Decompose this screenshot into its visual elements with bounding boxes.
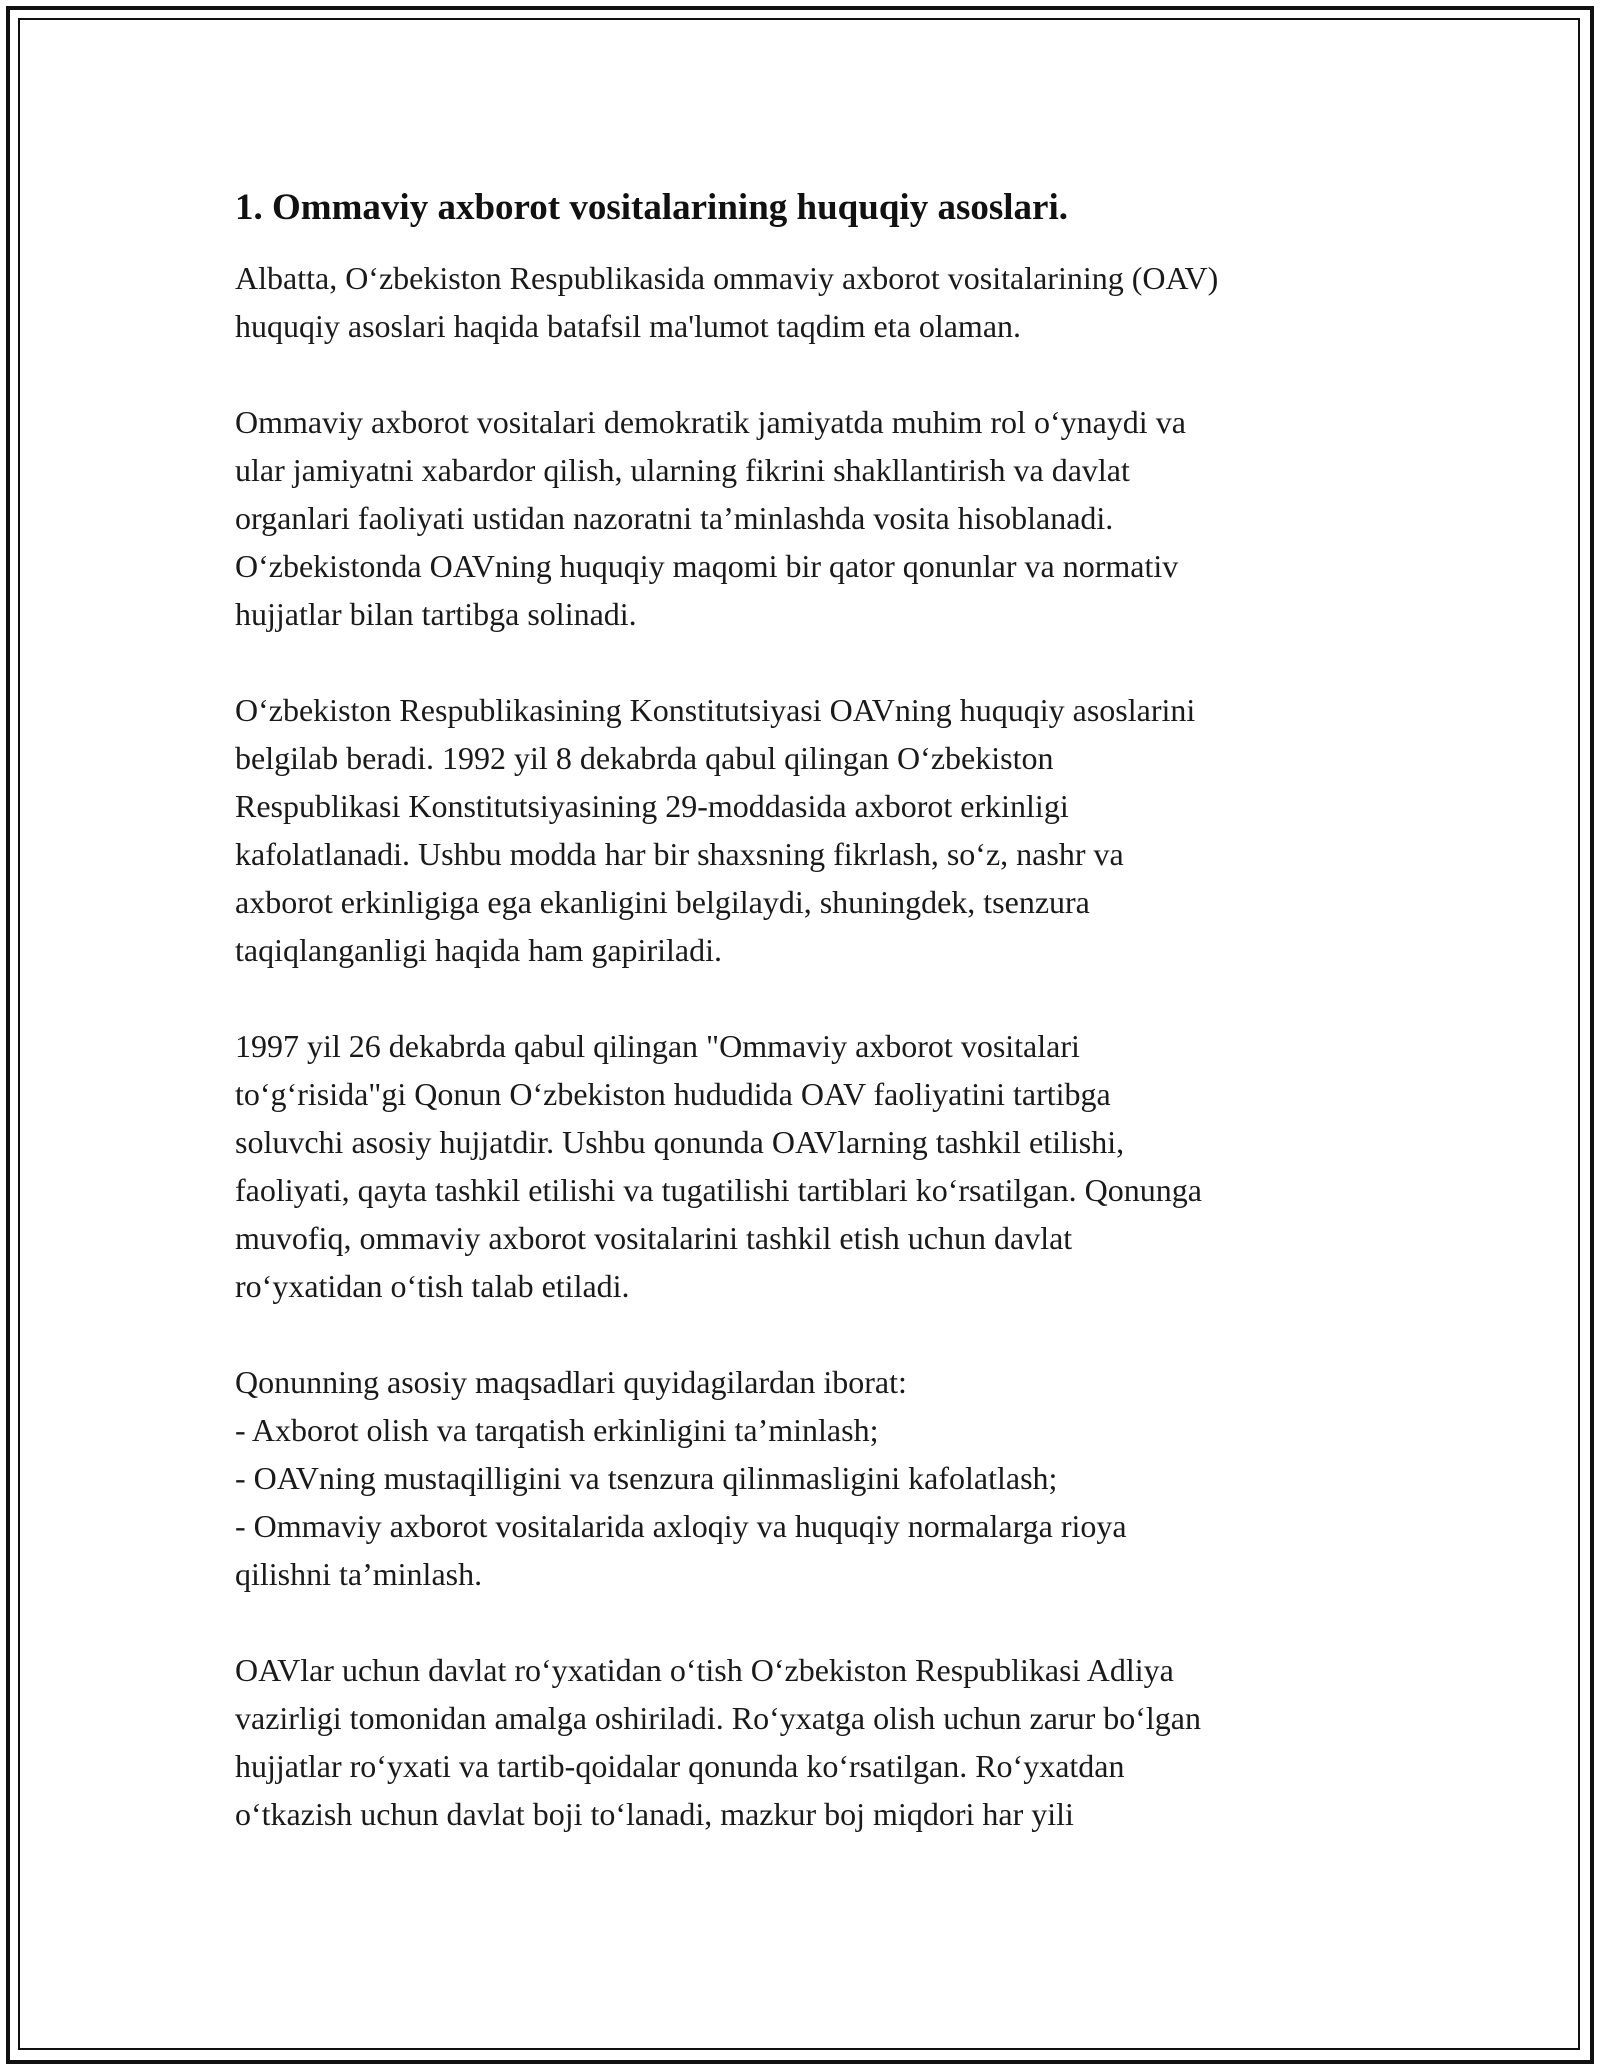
text-line: muvofiq, ommaviy axborot vositalarini tashkil etish uchun davlat: [235, 1220, 1073, 1257]
paragraph: [235, 1646, 1375, 1838]
text-line: taqiqlanganligi haqida ham gapiriladi.: [235, 932, 722, 969]
text-line: belgilab beradi. 1992 yil 8 dekabrda qabul qilingan O‘zbekiston: [235, 740, 1054, 777]
text-line: - Axborot olish va tarqatish erkinligini ta’minlash;: [235, 1412, 879, 1449]
text-line: hujjatlar bilan tartibga solinadi.: [235, 596, 637, 633]
text-line: Albatta, O‘zbekiston Respublikasida ommaviy axborot vositalarining (OAV): [235, 260, 1219, 297]
text-line: O‘zbekistonda OAVning huquqiy maqomi bir qator qonunlar va normativ: [235, 548, 1179, 585]
text-line: Qonunning asosiy maqsadlari quyidagilardan iborat:: [235, 1364, 907, 1401]
text-line: - Ommaviy axborot vositalarida axloqiy va huquqiy normalarga rioya: [235, 1508, 1127, 1545]
text-line: 1997 yil 26 dekabrda qabul qilingan "Ommaviy axborot vositalari: [235, 1028, 1080, 1065]
text-line: Ommaviy axborot vositalari demokratik jamiyatda muhim rol o‘ynaydi va: [235, 404, 1186, 441]
paragraph: [235, 254, 1375, 350]
text-line: ro‘yxatidan o‘tish talab etiladi.: [235, 1268, 630, 1305]
text-line: to‘g‘risida"gi Qonun O‘zbekiston hududida OAV faoliyatini tartibga: [235, 1076, 1111, 1113]
text-line: o‘tkazish uchun davlat boji to‘lanadi, mazkur boj miqdori har yili: [235, 1796, 1074, 1833]
document-title: 1. Ommaviy axborot vositalarining huquqiy asoslari.: [235, 187, 1068, 228]
text-line: O‘zbekiston Respublikasining Konstitutsiyasi OAVning huquqiy asoslarini: [235, 692, 1196, 729]
text-line: - OAVning mustaqilligini va tsenzura qilinmasligini kafolatlash;: [235, 1460, 1058, 1497]
text-line: OAVlar uchun davlat ro‘yxatidan o‘tish O‘zbekiston Respublikasi Adliya: [235, 1652, 1174, 1689]
text-line: kafolatlanadi. Ushbu modda har bir shaxsning fikrlash, so‘z, nashr va: [235, 836, 1124, 873]
paragraph: [235, 398, 1375, 638]
text-line: hujjatlar ro‘yxati va tartib-qoidalar qonunda ko‘rsatilgan. Ro‘yxatdan: [235, 1748, 1125, 1785]
paragraph: [235, 1022, 1375, 1310]
text-line: vazirligi tomonidan amalga oshiriladi. Ro‘yxatga olish uchun zarur bo‘lgan: [235, 1700, 1201, 1737]
paragraph: [235, 686, 1375, 974]
text-line: qilishni ta’minlash.: [235, 1556, 483, 1593]
document-body: [235, 186, 1375, 1886]
text-line: soluvchi asosiy hujjatdir. Ushbu qonunda OAVlarning tashkil etilishi,: [235, 1124, 1125, 1161]
text-line: huquqiy asoslari haqida batafsil ma'lumot taqdim eta olaman.: [235, 308, 1022, 345]
paragraph-container: [235, 254, 1375, 1838]
text-line: faoliyati, qayta tashkil etilishi va tugatilishi tartiblari ko‘rsatilgan. Qonunga: [235, 1172, 1202, 1209]
text-line: ular jamiyatni xabardor qilish, ularning fikrini shakllantirish va davlat: [235, 452, 1130, 489]
text-line: Respublikasi Konstitutsiyasining 29-moddasida axborot erkinligi: [235, 788, 1069, 825]
text-line: axborot erkinligiga ega ekanligini belgilaydi, shuningdek, tsenzura: [235, 884, 1090, 921]
text-line: organlari faoliyati ustidan nazoratni ta’minlashda vosita hisoblanadi.: [235, 500, 1114, 537]
paragraph: [235, 1358, 1375, 1598]
